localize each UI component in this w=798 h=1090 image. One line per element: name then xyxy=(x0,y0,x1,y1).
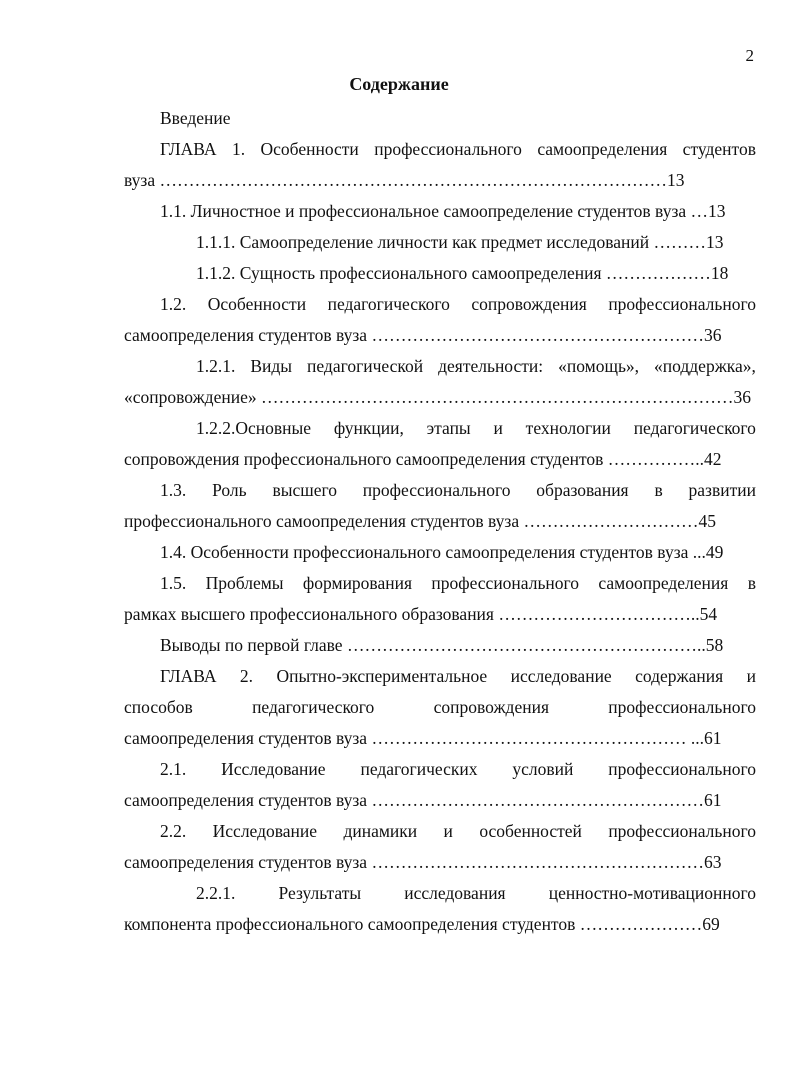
toc-word: Результаты xyxy=(278,883,362,903)
toc-entry-1-3[interactable] xyxy=(124,475,756,537)
toc-entry-conclusions-1[interactable] xyxy=(124,630,756,661)
toc-word: исследование xyxy=(510,666,612,686)
toc-word: Проблемы xyxy=(205,573,284,593)
toc-word: педагогической xyxy=(307,356,424,376)
toc-word: 2. xyxy=(239,666,254,686)
toc-word: ГЛАВА xyxy=(160,139,217,159)
toc-word: динамики xyxy=(343,821,418,841)
toc-word: Опытно-экспериментальное xyxy=(276,666,488,686)
toc-entry-chapter-1[interactable] xyxy=(124,134,756,196)
toc-word: ГЛАВА xyxy=(160,666,217,686)
toc-line: 1.4. Особенности профессионального самоопределения студентов вуза ...49 xyxy=(160,542,724,562)
toc-word: 2.2. xyxy=(160,821,187,841)
toc-entry-introduction[interactable] xyxy=(124,103,756,134)
toc-word: «поддержка», xyxy=(654,356,756,376)
toc-line xyxy=(124,289,756,320)
toc-entry-2-1[interactable] xyxy=(124,754,756,816)
page-number: 2 xyxy=(745,46,754,65)
toc-line: профессионального самоопределения студентов вуза …………………………45 xyxy=(124,511,716,531)
toc-entry-2-2[interactable] xyxy=(124,816,756,878)
toc-word: самоопределения xyxy=(537,139,668,159)
toc-word: 1.2.2.Основные xyxy=(196,418,312,438)
toc-word: профессионального xyxy=(608,294,756,314)
toc-line: 1.1. Личностное и профессиональное самоопределение студентов вуза …13 xyxy=(160,201,726,221)
toc-word: профессионального xyxy=(608,759,756,779)
toc-line: Введение xyxy=(160,108,231,128)
toc-word: образования xyxy=(536,480,629,500)
toc-entry-1-5[interactable] xyxy=(124,568,756,630)
toc-word: исследования xyxy=(404,883,506,903)
toc-word: Исследование xyxy=(212,821,318,841)
toc-word: содержания xyxy=(635,666,724,686)
toc-word: педагогического xyxy=(252,697,375,717)
toc-entry-1-1[interactable] xyxy=(124,196,756,227)
toc-word: 1.2. xyxy=(160,294,187,314)
toc-word: Роль xyxy=(212,480,247,500)
toc-entry-1-4[interactable] xyxy=(124,537,756,568)
toc-word: и xyxy=(443,821,453,841)
toc-word: сопровождения xyxy=(471,294,587,314)
toc-line: самоопределения студентов вуза …………………………………………………63 xyxy=(124,852,722,872)
toc-entry-1-2[interactable] xyxy=(124,289,756,351)
toc-word: профессионального xyxy=(362,480,511,500)
toc-word: Особенности xyxy=(260,139,359,159)
toc-line xyxy=(124,692,756,723)
toc-word: профессионального xyxy=(374,139,522,159)
toc-line: сопровождения профессионального самоопределения студентов ……………..42 xyxy=(124,449,722,469)
toc-word: профессионального xyxy=(608,697,756,717)
toc-word: условий xyxy=(512,759,574,779)
toc-line xyxy=(124,661,756,692)
toc-word: педагогического xyxy=(633,418,756,438)
toc-word: 1.3. xyxy=(160,480,187,500)
toc-word: Виды xyxy=(250,356,293,376)
toc-line xyxy=(124,568,756,599)
toc-word: высшего xyxy=(272,480,337,500)
toc-entry-2-2-1[interactable] xyxy=(124,878,756,940)
toc-word: «помощь», xyxy=(558,356,640,376)
toc-word: и xyxy=(746,666,756,686)
toc-word: способов xyxy=(124,697,193,717)
toc-entry-chapter-2[interactable] xyxy=(124,661,756,754)
toc-line: компонента профессионального самоопределения студентов …………………69 xyxy=(124,914,720,934)
toc-line: самоопределения студентов вуза …………………………………………………36 xyxy=(124,325,722,345)
toc-word: сопровождения xyxy=(433,697,549,717)
toc-word: функции, xyxy=(333,418,404,438)
toc-word: развитии xyxy=(688,480,756,500)
toc-word: Особенности xyxy=(207,294,307,314)
toc-word: педагогических xyxy=(360,759,478,779)
toc-entry-1-1-1[interactable] xyxy=(124,227,756,258)
toc-word: педагогического xyxy=(327,294,450,314)
toc-line xyxy=(124,413,756,444)
toc-word: 1.2.1. xyxy=(196,356,236,376)
toc-line: 1.1.2. Сущность профессионального самоопределения ………………18 xyxy=(196,263,729,283)
toc-word: студентов xyxy=(682,139,756,159)
toc-line xyxy=(124,754,756,785)
toc-word: этапы xyxy=(426,418,471,438)
toc-entry-1-2-2[interactable] xyxy=(124,413,756,475)
toc-word: профессионального xyxy=(608,821,756,841)
toc-line: самоопределения студентов вуза ……………………………………………… ...61 xyxy=(124,728,722,748)
toc-word: профессионального xyxy=(431,573,580,593)
toc-line: вуза ……………………………………………………………………………13 xyxy=(124,170,685,190)
toc-line: самоопределения студентов вуза …………………………………………………61 xyxy=(124,790,722,810)
toc-word: деятельности: xyxy=(438,356,544,376)
toc-word: и xyxy=(493,418,503,438)
toc-line xyxy=(124,134,756,165)
toc-line: рамках высшего профессионального образования ……………………………..54 xyxy=(124,604,718,624)
toc-entry-1-1-2[interactable] xyxy=(124,258,756,289)
toc-entry-1-2-1[interactable] xyxy=(124,351,756,413)
toc-word: 2.1. xyxy=(160,759,187,779)
toc-line: «сопровождение» ………………………………………………………………………36 xyxy=(124,387,751,407)
toc-line xyxy=(124,475,756,506)
toc-word: 1. xyxy=(231,139,246,159)
toc-line xyxy=(124,878,756,909)
toc-word: 2.2.1. xyxy=(196,883,236,903)
toc-word: 1.5. xyxy=(160,573,187,593)
toc-word: формирования xyxy=(302,573,413,593)
toc-line xyxy=(124,816,756,847)
toc-word: особенностей xyxy=(479,821,582,841)
toc-word: Исследование xyxy=(221,759,326,779)
toc-word: в xyxy=(747,573,756,593)
toc-word: ценностно-мотивационного xyxy=(548,883,756,903)
toc-title: Содержание xyxy=(349,74,449,94)
toc-line: 1.1.1. Самоопределение личности как предмет исследований ………13 xyxy=(196,232,724,252)
toc-line xyxy=(124,351,756,382)
table-of-contents xyxy=(124,103,756,940)
toc-word: самоопределения xyxy=(598,573,729,593)
toc-word: в xyxy=(654,480,663,500)
toc-line: Выводы по первой главе ……………………………………………………..58 xyxy=(160,635,724,655)
toc-word: технологии xyxy=(525,418,611,438)
